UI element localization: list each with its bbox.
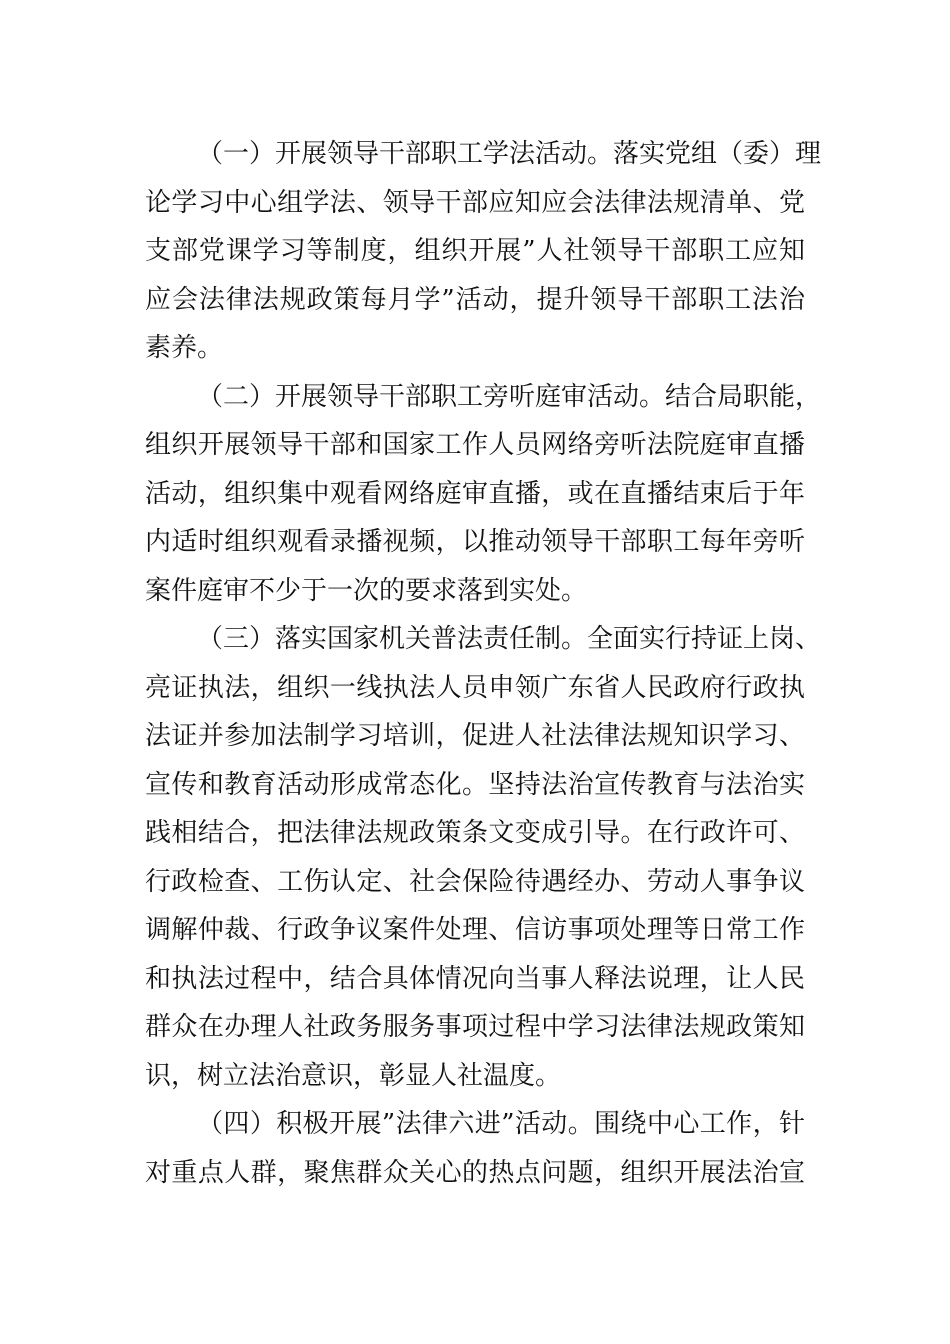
paragraph-line: 亮证执法，组织一线执法人员申领广东省人民政府行政执 xyxy=(145,672,805,703)
paragraph-line: 论学习中心组学法、领导干部应知应会法律法规清单、党 xyxy=(145,187,805,218)
paragraph-1 xyxy=(145,130,822,373)
paragraph-line: 内适时组织观看录播视频，以推动领导干部职工每年旁听 xyxy=(145,527,805,557)
paragraph-line: （四）积极开展”法律六进”活动。围绕中心工作，针 xyxy=(197,1109,805,1139)
paragraph-line: （二）开展领导干部职工旁听庭审活动。结合局职能， xyxy=(197,381,822,412)
paragraph-2 xyxy=(145,373,822,616)
paragraph-line: 识，树立法治意识，彰显人社温度。 xyxy=(145,1060,562,1091)
paragraph-line: 和执法过程中，结合具体情况向当事人释法说理，让人民 xyxy=(145,963,805,994)
paragraph-line: 对重点人群，聚焦群众关心的热点问题，组织开展法治宣 xyxy=(145,1157,805,1188)
paragraph-line: 宣传和教育活动形成常态化。坚持法治宣传教育与法治实 xyxy=(145,769,805,800)
paragraph-line: （三）落实国家机关普法责任制。全面实行持证上岗、 xyxy=(197,624,822,654)
paragraph-4 xyxy=(145,1100,805,1197)
paragraph-line: 群众在办理人社政务服务事项过程中学习法律法规政策知 xyxy=(145,1012,805,1042)
paragraph-line: 案件庭审不少于一次的要求落到实处。 xyxy=(145,575,588,606)
paragraph-line: 活动，组织集中观看网络庭审直播，或在直播结束后于年 xyxy=(145,478,805,509)
paragraph-line: 调解仲裁、行政争议案件处理、信访事项处理等日常工作 xyxy=(145,915,805,945)
paragraph-line: 行政检查、工伤认定、社会保险待遇经办、劳动人事争议 xyxy=(145,866,805,897)
paragraph-line: 素养。 xyxy=(145,333,224,363)
paragraph-line: 支部党课学习等制度，组织开展”人社领导干部职工应知 xyxy=(145,236,805,266)
paragraph-line: 应会法律法规政策每月学”活动，提升领导干部职工法治 xyxy=(145,284,805,315)
paragraph-line: 践相结合，把法律法规政策条文变成引导。在行政许可、 xyxy=(145,818,805,848)
paragraph-line: 组织开展领导干部和国家工作人员网络旁听法院庭审直播 xyxy=(145,430,805,460)
paragraph-line: 法证并参加法制学习培训，促进人社法律法规知识学习、 xyxy=(145,721,805,751)
document-page xyxy=(145,130,822,1197)
paragraph-line: （一）开展领导干部职工学法活动。落实党组（委）理 xyxy=(197,139,822,169)
paragraph-3 xyxy=(145,615,822,1100)
